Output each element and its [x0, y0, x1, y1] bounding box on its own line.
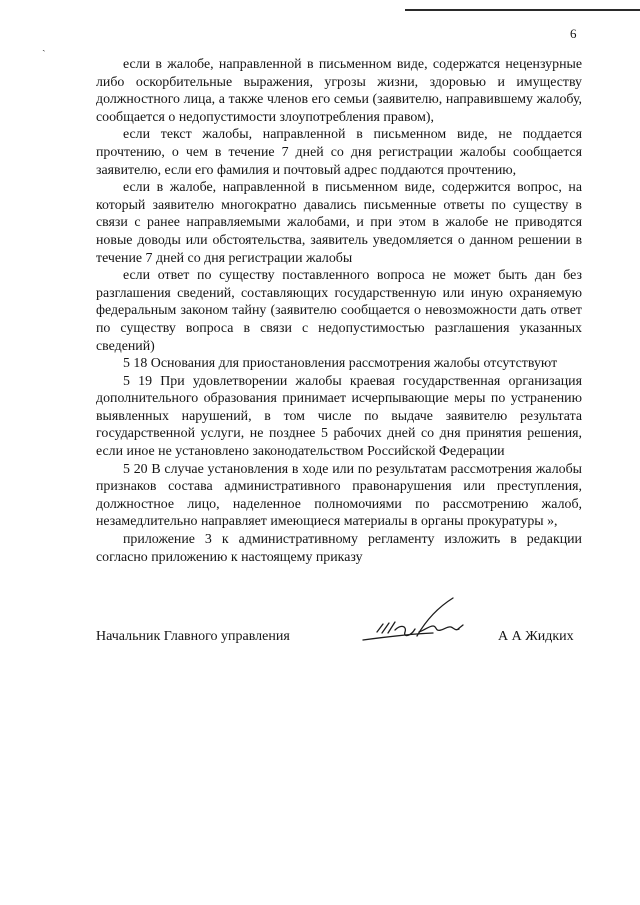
signer-title: Начальник Главного управления [96, 629, 290, 644]
paragraph-5-20: 5 20 В случае установления в ходе или по результатам рассмотрения жалобы признаков состава административного правонарушения или преступления, должностное лицо, наделенное полномочиями по рассмотрению жалоб, незамедлительно направляет имеющиеся материалы в органы прокуратуры », [96, 461, 582, 530]
paragraph-5-19: 5 19 При удовлетворении жалобы краевая государственная организация дополнительного образования принимает исчерпывающие меры по устранению выявленных нарушений, в том числе по выдаче заявителю результата государственной услуги, не позднее 5 рабочих дней со дня принятия решения, если иное не установлено законодательством Российской Федерации [96, 373, 582, 460]
paragraph-unreadable-complaint: если текст жалобы, направленной в письменном виде, не поддается прочтению, о чем в течение 7 дней со дня регистрации жалобы сообщается заявителю, если его фамилия и почтовый адрес поддаются прочтению, [96, 127, 582, 178]
page-number: 6 [570, 26, 577, 41]
paragraph-5-18: 5 18 Основания для приостановления рассмотрения жалобы отсутствуют [123, 356, 558, 372]
paragraph-obscene-complaint: если в жалобе, направленной в письменном виде, содержатся нецензурные либо оскорбительные выражения, угрозы жизни, здоровью и имуществу должностного лица, а также членов его семьи (заявителю, направившему жалобу, сообщается о недопустимости злоупотребления правом), [96, 57, 582, 125]
handwritten-signature [355, 596, 495, 654]
paragraph-repeated-complaint: если в жалобе, направленной в письменном виде, содержится вопрос, на который заявителю многократно давались письменные ответы по существу в связи с ранее направляемыми жалобами, и при этом в жалобе не приводятся новые доводы или обстоятельства, заявитель уведомляется о данном решении в течение 7 дней со дня регистрации жалобы [96, 180, 582, 266]
scan-edge-line [405, 9, 640, 11]
document-body [96, 56, 582, 566]
signer-name: А А Жидких [498, 629, 574, 644]
paragraph-secret-information: если ответ по существу поставленного вопроса не может быть дан без разглашения сведений, составляющих государственную или иную охраняемую федеральным законом тайну (заявителю сообщается о невозможности дать ответ по существу вопроса в связи с недопустимостью разглашения указанных сведений) [96, 268, 582, 354]
scan-mark: ˏ [42, 40, 46, 52]
paragraph-appendix-3: приложение 3 к административному регламенту изложить в редакции согласно приложению к настоящему приказу [96, 532, 582, 565]
signature-block [96, 629, 586, 659]
